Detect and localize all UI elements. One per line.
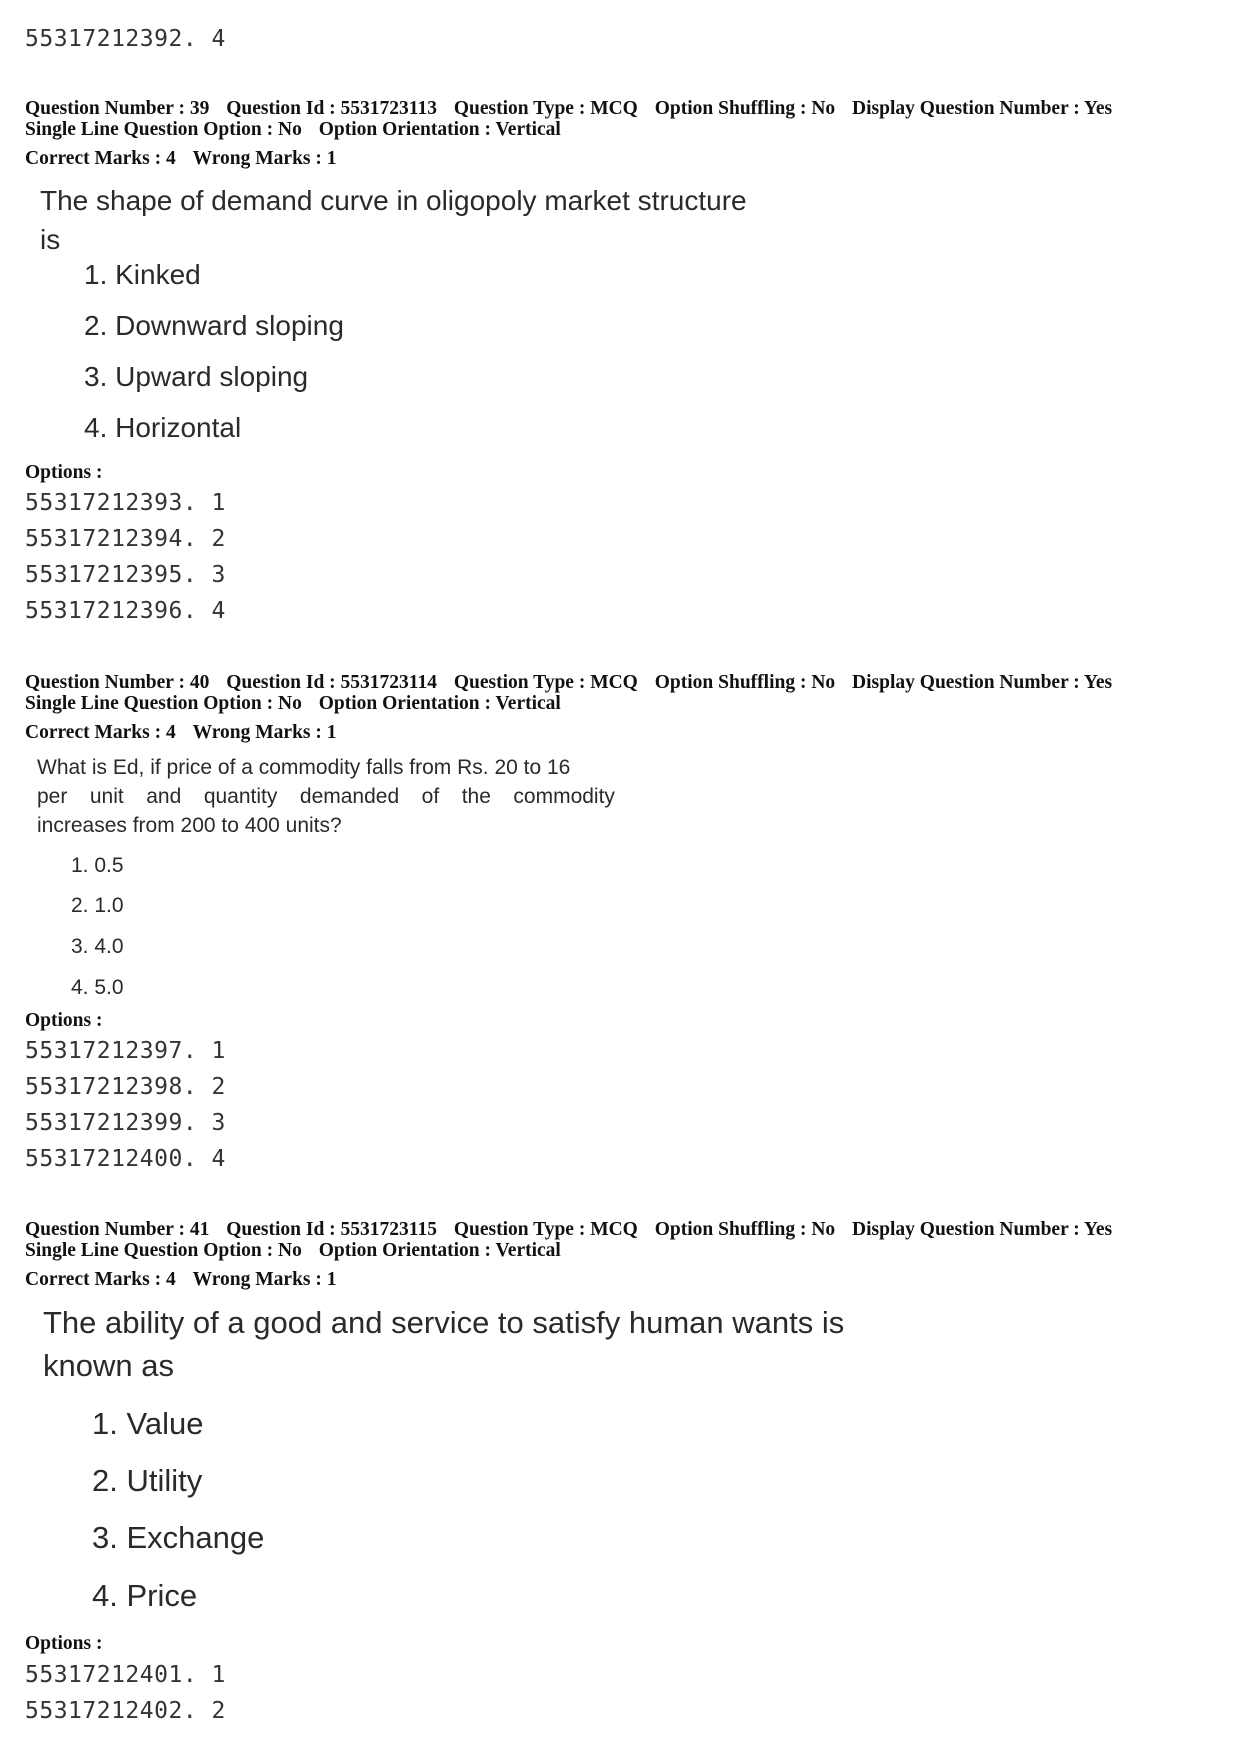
option-id: 55317212394. 2 <box>25 526 226 552</box>
answer-choice: 4. 5.0 <box>71 976 124 999</box>
answer-choice: 1. Kinked <box>84 259 201 290</box>
question-meta-line2 <box>25 1241 561 1261</box>
option-id: 55317212398. 2 <box>25 1074 226 1100</box>
question-marks <box>25 1270 337 1290</box>
option-orientation: Option Orientation : Vertical <box>318 693 561 714</box>
question-id: Question Id : 5531723114 <box>226 672 437 693</box>
wrong-marks: Wrong Marks : 1 <box>192 722 337 743</box>
correct-marks: Correct Marks : 4 <box>25 722 176 743</box>
question-text-line <box>37 786 615 807</box>
question-word: commodity <box>513 785 615 808</box>
question-text-line: is <box>40 224 61 255</box>
single-line-option: Single Line Question Option : No <box>25 119 302 140</box>
wrong-marks: Wrong Marks : 1 <box>192 148 337 169</box>
option-id: 55317212397. 1 <box>25 1038 226 1064</box>
question-marks <box>25 723 337 743</box>
option-id: 55317212400. 4 <box>25 1146 226 1172</box>
display-question-number: Display Question Number : Yes <box>852 1219 1113 1240</box>
question-text-line: What is Ed, if price of a commodity falls from Rs. 20 to 16 <box>37 756 571 779</box>
question-number: Question Number : 39 <box>25 98 210 119</box>
single-line-option: Single Line Question Option : No <box>25 693 302 714</box>
question-word: per <box>37 785 68 808</box>
correct-marks: Correct Marks : 4 <box>25 148 176 169</box>
display-question-number: Display Question Number : Yes <box>852 98 1113 119</box>
option-id: 55317212399. 3 <box>25 1110 226 1136</box>
answer-choice: 2. 1.0 <box>71 894 124 917</box>
question-word: demanded <box>299 785 400 808</box>
question-meta-line2 <box>25 694 561 714</box>
answer-choice: 2. Utility <box>92 1463 203 1498</box>
option-orientation: Option Orientation : Vertical <box>318 119 561 140</box>
answer-choice: 2. Downward sloping <box>84 310 344 341</box>
option-shuffling: Option Shuffling : No <box>654 672 836 693</box>
question-word: quantity <box>203 785 278 808</box>
wrong-marks: Wrong Marks : 1 <box>192 1269 337 1290</box>
option-id: 55317212392. 4 <box>25 26 226 52</box>
answer-choice: 1. Value <box>92 1406 204 1441</box>
question-id: Question Id : 5531723115 <box>226 1219 437 1240</box>
options-label: Options : <box>25 1633 103 1654</box>
question-text-line: The shape of demand curve in oligopoly market structure <box>40 185 747 216</box>
question-meta-line2 <box>25 120 561 140</box>
option-id: 55317212393. 1 <box>25 490 226 516</box>
option-shuffling: Option Shuffling : No <box>654 98 836 119</box>
question-meta-line1 <box>25 99 1112 119</box>
option-shuffling: Option Shuffling : No <box>654 1219 836 1240</box>
question-word: and <box>146 785 182 808</box>
question-type: Question Type : MCQ <box>453 1219 638 1240</box>
display-question-number: Display Question Number : Yes <box>852 672 1113 693</box>
question-word: the <box>461 785 491 808</box>
option-orientation: Option Orientation : Vertical <box>318 1240 561 1261</box>
question-word: of <box>421 785 440 808</box>
single-line-option: Single Line Question Option : No <box>25 1240 302 1261</box>
options-label: Options : <box>25 1010 103 1031</box>
answer-choice: 3. Upward sloping <box>84 361 309 392</box>
option-id: 55317212396. 4 <box>25 598 226 624</box>
options-label: Options : <box>25 462 103 483</box>
option-id: 55317212402. 2 <box>25 1698 226 1724</box>
question-meta-line1 <box>25 1220 1112 1240</box>
answer-choice: 1. 0.5 <box>71 854 124 877</box>
answer-choice: 4. Price <box>92 1578 198 1613</box>
question-type: Question Type : MCQ <box>453 672 638 693</box>
correct-marks: Correct Marks : 4 <box>25 1269 176 1290</box>
answer-choice: 3. Exchange <box>92 1520 265 1555</box>
question-number: Question Number : 41 <box>25 1219 210 1240</box>
option-id: 55317212401. 1 <box>25 1662 226 1688</box>
answer-choice: 4. Horizontal <box>84 412 242 443</box>
question-type: Question Type : MCQ <box>453 98 638 119</box>
question-marks <box>25 149 337 169</box>
question-meta-line1 <box>25 673 1112 693</box>
question-text-line: known as <box>43 1348 174 1383</box>
question-number: Question Number : 40 <box>25 672 210 693</box>
question-word: unit <box>89 785 124 808</box>
question-text-line: increases from 200 to 400 units? <box>37 814 342 837</box>
option-id: 55317212395. 3 <box>25 562 226 588</box>
answer-choice: 3. 4.0 <box>71 935 124 958</box>
question-id: Question Id : 5531723113 <box>226 98 437 119</box>
question-text-line: The ability of a good and service to satisfy human wants is <box>43 1305 845 1340</box>
